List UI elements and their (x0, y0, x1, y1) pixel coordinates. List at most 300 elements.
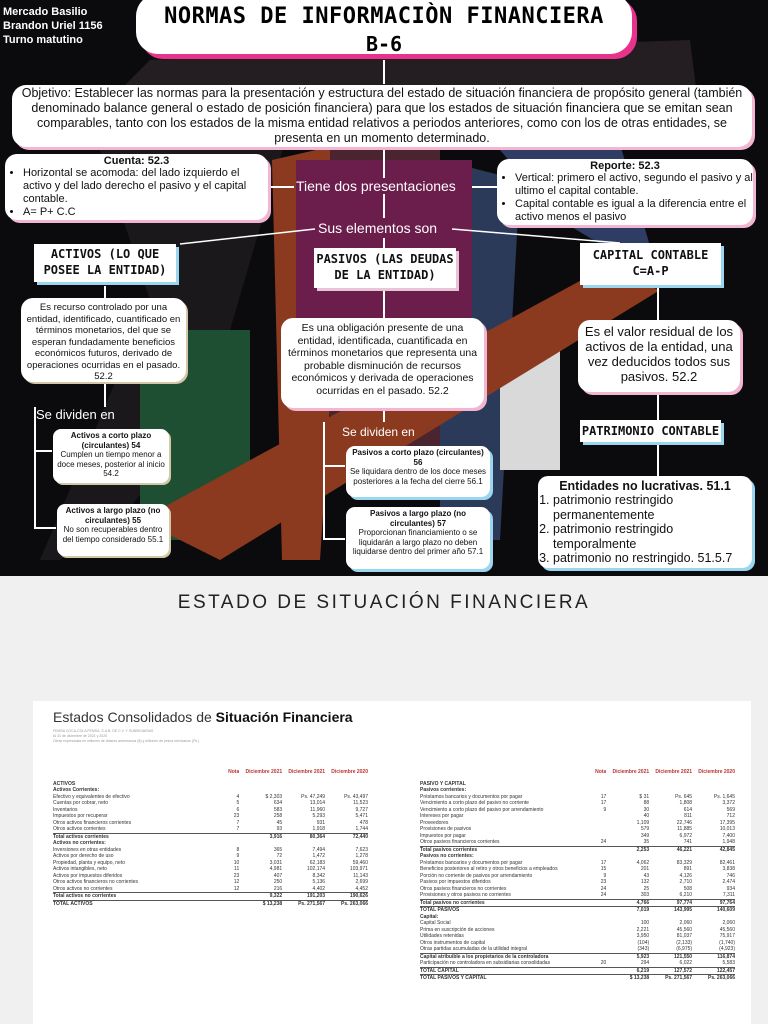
row-value: 9,727 (355, 806, 368, 813)
connector (34, 407, 36, 527)
row-value: 13,014 (309, 800, 326, 806)
row-label: Otros instrumentos de capital (420, 939, 486, 946)
row-value: 143,995 (649, 907, 692, 914)
activos-largo-text: No son recuperables dentro del tiempo considerado 55.1 (62, 525, 164, 544)
row-value: 17 (600, 800, 607, 806)
row-value: 72 (276, 853, 283, 859)
statement-title (53, 709, 353, 725)
row-value: 250 (273, 879, 283, 885)
row-value: 8 (236, 846, 240, 853)
page-subtitle: B-6 (365, 32, 403, 56)
statement-currency-note: Cifras expresadas en millones de dólares americanos ($) y millones de pesos mexicanos (Ps.) (53, 739, 200, 743)
author-name: Mercado Basilio (3, 6, 88, 18)
table-row (420, 846, 735, 853)
row-label: Total activos no corrientes (53, 893, 226, 901)
row-value: 190,626 (325, 893, 368, 901)
row-label: TOTAL ACTIVOS (53, 900, 226, 907)
row-value (226, 893, 239, 901)
row-value: (4,923) (719, 946, 735, 952)
row-value: 3,372 (722, 800, 735, 806)
capital-header-title: CAPITAL CONTABLE (592, 248, 709, 262)
row-value: 17 (600, 859, 607, 866)
row-label: Préstamos bancarios y documentos por pagar (420, 793, 523, 800)
row-value: 303 (640, 892, 650, 898)
row-label: Vencimiento a corto plazo del pasivo por arrendamiento (420, 806, 544, 813)
pasivos-dividen-label: Se dividen en (342, 425, 415, 439)
row-value: Ps. 1,645 (713, 793, 735, 800)
row-value: 17,395 (719, 819, 735, 826)
row-value: 478 (359, 819, 368, 826)
row-value: 407 (273, 872, 283, 879)
row-value: 97,774 (649, 899, 692, 907)
row-label: Otros activos no corrientes (53, 885, 113, 892)
row-value (226, 833, 239, 840)
row-label: Activos intangibles, neto (53, 866, 107, 872)
cuenta-item: • A= P+ C.C (23, 206, 268, 219)
row-label: Otros activos corrientes (53, 826, 106, 832)
row-value: 22,746 (676, 819, 693, 826)
row-value: 23 (233, 872, 240, 879)
row-value: 9 (603, 872, 607, 879)
row-value: 72,440 (325, 833, 368, 840)
objective-box (12, 85, 752, 147)
column-header: Nota (595, 769, 607, 775)
row-value: 746 (726, 872, 735, 879)
row-label: Intereses por pagar (420, 813, 464, 819)
activos-largo-box (57, 504, 169, 556)
row-value: 1,278 (355, 853, 368, 859)
row-label: Utilidades retenidas (420, 933, 464, 939)
lucrativas-title: Entidades no lucrativas. 51.1 (559, 479, 731, 493)
row-value: 15 (600, 866, 607, 872)
pasivos-corto-text: Se liquidara dentro de los doce meses posteriores a la fecha del cierre 56.1 (349, 467, 487, 486)
row-value: 2,474 (722, 879, 735, 885)
row-value: 83,329 (676, 859, 693, 866)
reporte-list (497, 172, 753, 224)
pasivos-largo-box (346, 507, 490, 569)
row-value: 508 (683, 885, 693, 892)
row-value: 2,221 (636, 926, 650, 933)
row-value: 1,744 (355, 826, 368, 832)
row-value: 201 (640, 866, 650, 872)
connector (383, 408, 385, 422)
capital-definition (578, 320, 740, 392)
row-value: 6,972 (679, 832, 693, 839)
row-label: Cuentas por cobrar, neto (53, 800, 109, 806)
row-value: 365 (273, 846, 283, 853)
activos-corto-text: Cumplen un tiempo menor a doce meses, posterior al inicio 54.2 (57, 450, 165, 478)
row-label: Inversiones en otras entidades (53, 846, 122, 853)
presentaciones-label: Tiene dos presentaciones (296, 178, 456, 194)
row-label: Otros activos financieros corrientes (53, 819, 132, 826)
row-label: Pasivos corrientes: (420, 787, 467, 793)
reporte-box (497, 159, 753, 225)
activos-definition-text: Es recurso controlado por una entidad, identificado, cuantificado en términos monetarios, del que se esperan fundadamente beneficios económicos futuros, derivado de operaciones ocurridas en el pasado. 52.2 (26, 302, 181, 382)
row-label: Pasivos no corrientes: (420, 853, 474, 859)
row-value: Ps. 47,249 (301, 793, 326, 800)
row-value: 741 (683, 839, 693, 845)
row-label: ACTIVOS (53, 780, 76, 787)
liabilities-table (420, 769, 735, 982)
row-value: $ 31 (639, 793, 650, 800)
row-value: $ 13,238 (606, 975, 649, 982)
row-value: 3,916 (239, 833, 282, 840)
row-value: (104) (637, 939, 650, 946)
row-value: 934 (726, 885, 735, 892)
row-value: 4,062 (636, 859, 650, 866)
author-shift: Turno matutino (3, 34, 83, 46)
row-label: Participación no controladora en subsidiarias consolidadas (420, 960, 551, 966)
cuenta-item: • Horizontal se acomoda: del lado izquierdo el activo y del lado derecho el pasivo y el capital contable. (23, 167, 268, 206)
row-value: 2,253 (606, 846, 649, 853)
row-value: 23 (233, 813, 240, 819)
row-label: Préstamos bancarios y documentos por pagar (420, 859, 523, 866)
row-value: 1,808 (679, 800, 693, 806)
row-label: Propiedad, planta y equipo, neto (53, 859, 125, 866)
row-value: 80,364 (282, 833, 325, 840)
row-label: Total pasivos corrientes (420, 846, 593, 853)
connector (34, 527, 56, 529)
row-value: 191,203 (282, 893, 325, 901)
column-header: Diciembre 2020 (331, 769, 368, 775)
row-value: 2,060 (722, 920, 735, 926)
row-value: 7,019 (606, 907, 649, 914)
row-label: Proveedores (420, 819, 449, 826)
row-value: 45 (276, 819, 283, 826)
row-value: 5,293 (312, 813, 326, 819)
row-value: 1,918 (312, 826, 326, 832)
row-value: 11,523 (353, 800, 368, 806)
row-value: 7,400 (722, 832, 735, 839)
row-value: 103,971 (349, 866, 368, 872)
connector (34, 450, 52, 452)
table-row (53, 886, 368, 893)
row-value: 88 (643, 800, 650, 806)
lucrativas-item: 2. patrimonio restringido temporalmente (553, 522, 752, 551)
row-value: Ps. 263,066 (692, 975, 735, 982)
row-value: 6,022 (679, 960, 693, 966)
row-value: 25 (643, 885, 650, 892)
row-value: 3,838 (722, 866, 735, 872)
row-label: Vencimiento a corto plazo del pasivo no corriente (420, 800, 529, 806)
activos-corto-title: Activos a corto plazo (circulantes) 54 (70, 431, 152, 450)
row-value: 7,494 (312, 846, 326, 853)
table-row (420, 975, 735, 982)
statement-date: Al 31 de diciembre de 2021 y 2020 (53, 734, 108, 738)
lucrativas-item: 3. patrimonio no restringido. 51.5.7 (553, 551, 752, 566)
connector (383, 290, 385, 320)
row-value: 121,550 (649, 953, 692, 960)
row-value: 4,766 (606, 899, 649, 907)
row-value: 12 (233, 885, 240, 892)
connector (657, 286, 659, 320)
row-value: 10,013 (719, 826, 735, 832)
row-value: 62,183 (309, 859, 326, 866)
statement-table (53, 769, 368, 907)
connector (657, 442, 659, 476)
row-value: 100 (640, 920, 650, 926)
lucrativas-list (538, 493, 752, 566)
cuenta-box (5, 154, 268, 220)
cuenta-list (5, 167, 268, 219)
patrimonio-header: PATRIMONIO CONTABLE (580, 420, 721, 442)
statement-title-bold: Situación Financiera (215, 709, 353, 725)
row-value: Ps. 43,497 (344, 793, 368, 800)
financial-statement (33, 701, 751, 1024)
row-value: 5,583 (722, 960, 735, 966)
connector (657, 392, 659, 420)
row-value: $ 13,238 (239, 900, 282, 907)
row-label: Capital atribuible a los propietarios de la controladora (420, 953, 593, 960)
statement-title-prefix: Estados Consolidados de (53, 709, 216, 725)
row-value: 7 (236, 819, 240, 826)
row-value: (1,740) (719, 939, 735, 946)
row-label: Efectivo y equivalentes de efectivo (53, 793, 130, 800)
column-header: Diciembre 2021 (612, 769, 650, 775)
column-header: Nota (228, 769, 240, 775)
row-value: 24 (600, 885, 607, 892)
row-value: 891 (683, 866, 693, 872)
row-value: 3,950 (636, 933, 650, 939)
connector (323, 422, 325, 540)
cuenta-title: Cuenta: 52.3 (103, 155, 170, 167)
row-value: 45,560 (676, 926, 693, 933)
row-value: 97,764 (692, 899, 735, 907)
row-label: Otros pasivos financieros corrientes (420, 839, 500, 845)
table-row (420, 907, 735, 914)
row-value: 11,960 (310, 806, 326, 813)
row-value: 127,572 (649, 967, 692, 975)
row-label: TOTAL PASIVOS (420, 907, 593, 914)
row-value: 82,461 (719, 859, 735, 866)
activos-dividen-label: Se dividen en (36, 407, 115, 422)
row-value (593, 846, 606, 853)
row-value: 6,219 (606, 967, 649, 975)
row-value: 10 (233, 859, 240, 866)
table-header (420, 769, 735, 781)
row-label: Provisiones de pasivos (420, 826, 472, 832)
activos-header: ACTIVOS (LO QUE POSEE LA ENTIDAD) (34, 244, 176, 282)
row-label: Capital: (420, 913, 439, 920)
row-value: 24 (600, 892, 607, 898)
row-value: 8,342 (312, 872, 326, 879)
row-value: 349 (640, 832, 650, 839)
row-value (226, 900, 239, 907)
row-label: TOTAL CAPITAL (420, 967, 593, 975)
pasivos-largo-title: Pasivos a largo plazo (no circulantes) 57 (369, 509, 467, 528)
pasivos-corto-title: Pasivos a corto plazo (circulantes) 56 (352, 448, 484, 467)
activos-definition (21, 298, 186, 382)
pasivos-corto-box (346, 446, 490, 497)
table-row (420, 960, 735, 967)
row-value: 17 (600, 793, 607, 800)
capital-header-formula: C=A-P (632, 264, 669, 278)
table-row (53, 900, 368, 907)
row-value: 5,923 (606, 953, 649, 960)
row-value: Ps. 271,567 (649, 975, 692, 982)
row-value (593, 907, 606, 914)
elementos-label: Sus elementos son (318, 220, 438, 236)
row-value: (343) (637, 946, 650, 952)
row-value: 4,981 (269, 866, 283, 872)
row-value: 102,174 (306, 866, 326, 872)
row-value: 12 (233, 879, 240, 885)
lucrativas-item: 1. patrimonio restringido permanentemente (553, 493, 752, 522)
column-header: Diciembre 2021 (288, 769, 326, 775)
row-value: 579 (640, 826, 650, 832)
row-label: Beneficios posteriores al retiro y otros beneficios a empleados (420, 866, 558, 872)
row-value: 45,560 (719, 926, 735, 933)
row-value: 4,402 (312, 885, 326, 892)
pasivos-definition (281, 318, 484, 408)
row-label: Total pasivos no corrientes (420, 899, 593, 907)
row-label: Total activos corrientes (53, 833, 226, 840)
row-value: 583 (273, 806, 283, 813)
row-value: 93 (276, 826, 283, 832)
row-label: Impuestos por recuperar (53, 813, 108, 819)
row-value: 9 (603, 806, 607, 813)
row-label: Impuestos por pagar (420, 832, 466, 839)
row-value: 811 (684, 813, 693, 819)
activos-corto-box (53, 429, 169, 483)
row-label: Prima en suscripción de acciones (420, 926, 495, 933)
row-value: 7,311 (722, 892, 735, 898)
row-value: 634 (273, 800, 283, 806)
row-value: 216 (273, 885, 283, 892)
row-value: Ps. 645 (675, 793, 693, 800)
row-label: Activos por impuestos diferidos (53, 872, 123, 879)
row-value: 712 (726, 813, 735, 819)
row-value: (6,975) (676, 946, 693, 952)
row-value (593, 967, 606, 975)
row-label: PASIVO Y CAPITAL (420, 780, 466, 787)
table-row (53, 826, 368, 833)
row-value: Ps. 271,567 (282, 900, 325, 907)
row-value: 11,885 (677, 826, 693, 832)
row-value: 42,845 (692, 846, 735, 853)
row-value: 1,472 (312, 853, 326, 859)
statement-table (420, 769, 735, 982)
row-value: 4 (236, 793, 240, 800)
capital-header (580, 243, 721, 285)
row-value (593, 975, 606, 982)
row-label: TOTAL PASIVOS Y CAPITAL (420, 975, 593, 982)
row-value: 931 (316, 819, 326, 826)
row-label: Otros activos financieros no corrientes (53, 879, 139, 885)
column-header: Diciembre 2021 (655, 769, 693, 775)
reporte-item: • Vertical: primero el activo, segundo el pasivo y al ultimo el capital contable. (515, 172, 753, 198)
page-title: NORMAS DE INFORMACIÒN FINANCIERA (164, 4, 604, 29)
row-value: 3,031 (269, 859, 283, 866)
row-value: 40 (643, 813, 650, 819)
row-value: 7 (236, 826, 240, 832)
row-label: Activos por derecho de uso (53, 853, 114, 859)
table-row (53, 833, 368, 840)
row-value (593, 899, 606, 907)
row-value: 569 (726, 806, 735, 813)
table-row (420, 899, 735, 907)
objective-text: Objetivo: Establecer las normas para la presentación y estructura del estado de situación financiera de propósito general (también denominado balance general o estado de posición financiera) para que los estados de situación financiera que se emitan sean comparables, tanto con los estados de la misma entidad relativos a periodos anteriores, como con los de otras entidades, se presenta en un momento determinado. (21, 86, 743, 145)
pasivos-largo-text: Proporcionan financiamiento o se liquidarán a largo plazo no deben liquidarse dentro del primer año 57.1 (352, 528, 484, 556)
row-value: 116,874 (692, 953, 735, 960)
row-value (593, 953, 606, 960)
row-label: Activos no corrientes: (53, 840, 106, 846)
row-label: Pasivos por impuestos diferidos (420, 879, 491, 885)
statement-company: FEMSA COCA-COLA FEMSA, S.A.B. DE C.V. Y SUBSIDIARIAS (53, 729, 154, 733)
row-value: 11 (234, 866, 240, 872)
pasivos-definition-text: Es una obligación presente de una entidad, identificada, cuantificada en términos monetarios que representa una probable disminución de recursos económicos y derivada de operaciones ocurridas en el pasado. 52.2 (287, 322, 478, 397)
row-value: 30 (643, 806, 650, 813)
table-row (53, 893, 368, 901)
row-value: 9 (236, 853, 240, 859)
lucrativas-box (538, 476, 752, 568)
row-value: 1,109 (636, 819, 650, 826)
row-value: 2,699 (355, 879, 368, 885)
row-value: 6,210 (679, 892, 693, 898)
row-value: 122,457 (692, 967, 735, 975)
row-value: 614 (683, 806, 693, 813)
row-value: 35 (643, 839, 650, 845)
row-label: Activos Corrientes: (53, 787, 100, 793)
row-value: 140,609 (692, 907, 735, 914)
table-header (53, 769, 368, 781)
row-value: 75,917 (719, 933, 735, 939)
activos-largo-title: Activos a largo plazo (no circulantes) 55 (65, 506, 161, 525)
row-value: 2,060 (679, 920, 693, 926)
row-label: Inventarios (53, 806, 78, 813)
row-value: 132 (640, 879, 650, 885)
capital-definition-text: Es el valor residual de los activos de la entidad, una vez deducidos todos sus pasivos. 52.2 (584, 324, 734, 384)
row-value: 5,471 (355, 813, 368, 819)
row-value: Ps. 263,066 (325, 900, 368, 907)
column-header: Diciembre 2020 (698, 769, 735, 775)
row-value: 20 (600, 960, 607, 966)
row-value: 4,452 (355, 885, 368, 892)
table-row (420, 953, 735, 960)
column-header: Diciembre 2021 (245, 769, 283, 775)
row-value: 5,136 (312, 879, 326, 885)
row-value: 294 (640, 960, 650, 966)
pasivos-header: PASIVOS (LAS DEUDAS DE LA ENTIDAD) (314, 248, 456, 288)
row-value: 1,948 (722, 839, 735, 845)
row-value: 23 (600, 879, 607, 885)
row-value: 46,221 (649, 846, 692, 853)
table-row (420, 892, 735, 899)
row-value: 81,037 (676, 933, 693, 939)
row-value: 5 (236, 800, 240, 806)
row-label: Capital Social (420, 920, 451, 926)
row-value: 43 (643, 872, 650, 879)
author-id: Brandon Uriel 1156 (3, 20, 103, 32)
row-label: Otros pasivos financieros no corrientes (420, 885, 507, 892)
row-value: 11,143 (353, 872, 368, 879)
connector (104, 383, 106, 407)
section-title: ESTADO DE SITUACIÓN FINANCIERA (177, 592, 591, 613)
table-row (420, 839, 735, 846)
row-value: 2,710 (679, 879, 693, 885)
row-value: (2,133) (676, 939, 693, 946)
reporte-item: • Capital contable es igual a la diferencia entre el activo menos el pasivo (515, 198, 753, 224)
row-label: Porción no corriente de pasivos por arrendamiento (420, 872, 533, 879)
assets-table (53, 769, 368, 907)
row-value: 258 (273, 813, 283, 819)
reporte-title: Reporte: 52.3 (590, 160, 660, 172)
row-value: 4,126 (679, 872, 693, 879)
statement-subtitle (53, 729, 199, 744)
row-value: 59,460 (352, 859, 368, 866)
row-value: 9,322 (239, 893, 282, 901)
table-row (420, 967, 735, 975)
